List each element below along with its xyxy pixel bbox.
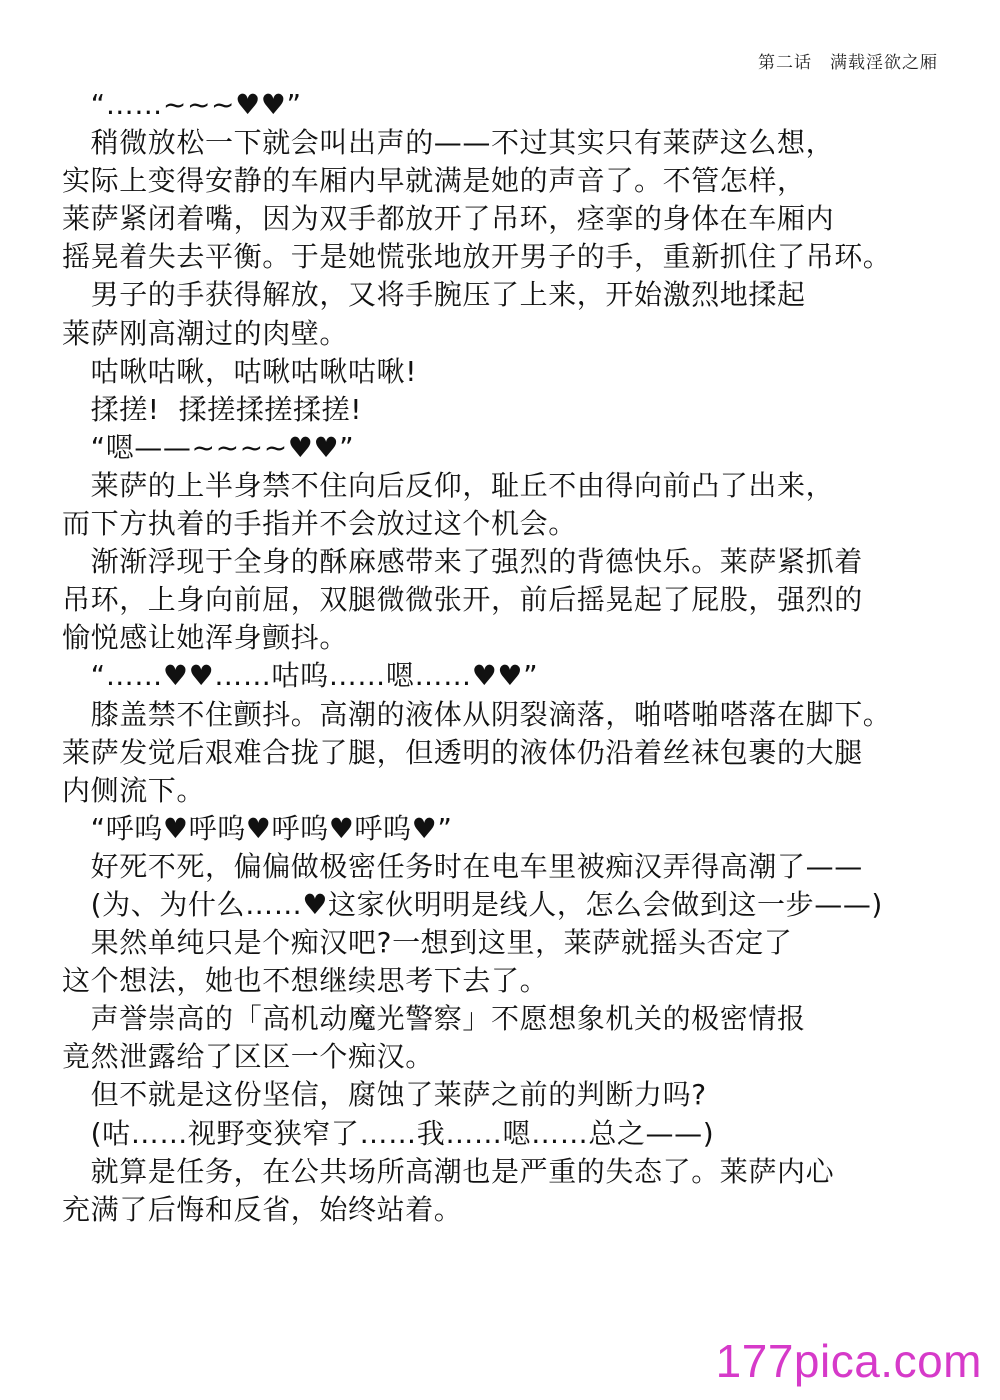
text-line: 竟然泄露给了区区一个痴汉。 bbox=[62, 1040, 434, 1074]
text-line: 揉搓! 揉搓揉搓揉搓! bbox=[62, 392, 363, 426]
text-line: “……♥♥……咕呜……嗯……♥♥” bbox=[62, 659, 539, 693]
text-line: 莱萨紧闭着嘴，因为双手都放开了吊环，痉挛的身体在车厢内 bbox=[62, 202, 835, 236]
text-line: “……~~~♥♥” bbox=[62, 88, 302, 121]
text-line: 膝盖禁不住颤抖。高潮的液体从阴裂滴落，啪嗒啪嗒落在脚下。 bbox=[62, 697, 892, 731]
text-line: (为、为什么……♥这家伙明明是线人，怎么会做到这一步——) bbox=[62, 887, 883, 921]
text-line: “嗯——~~~~♥♥” bbox=[62, 430, 355, 464]
text-line: 这个想法，她也不想继续思考下去了。 bbox=[62, 964, 549, 998]
text-line: 但不就是这份坚信，腐蚀了莱萨之前的判断力吗? bbox=[62, 1078, 707, 1112]
text-line: 莱萨发觉后艰难合拢了腿，但透明的液体仍沿着丝袜包裹的大腿 bbox=[62, 735, 863, 769]
text-line: 而下方执着的手指并不会放过这个机会。 bbox=[62, 507, 577, 541]
chapter-header: 第二话 满载淫欲之厢 bbox=[758, 53, 938, 73]
text-line: (咕……视野变狭窄了……我……嗯……总之——) bbox=[62, 1116, 715, 1150]
text-line: 实际上变得安静的车厢内早就满是她的声音了。不管怎样， bbox=[62, 164, 806, 198]
site-watermark: 177pica.com bbox=[715, 1335, 982, 1387]
text-line: 声誉崇高的「高机动魔光警察」不愿想象机关的极密情报 bbox=[62, 1002, 806, 1036]
text-line: 好死不死，偏偏做极密任务时在电车里被痴汉弄得高潮了—— bbox=[62, 849, 863, 883]
text-line: 咕啾咕啾，咕啾咕啾咕啾! bbox=[62, 354, 418, 388]
text-line: 莱萨的上半身禁不住向后反仰，耻丘不由得向前凸了出来， bbox=[62, 468, 835, 502]
text-line: 摇晃着失去平衡。于是她慌张地放开男子的手，重新抓住了吊环。 bbox=[62, 240, 892, 274]
text-line: 愉悦感让她浑身颤抖。 bbox=[62, 621, 349, 655]
text-line: 稍微放松一下就会叫出声的——不过其实只有莱萨这么想， bbox=[62, 126, 835, 160]
novel-text-body bbox=[62, 86, 982, 1229]
text-line: 就算是任务，在公共场所高潮也是严重的失态了。莱萨内心 bbox=[62, 1154, 835, 1188]
text-line: 果然单纯只是个痴汉吧?一想到这里，莱萨就摇头否定了 bbox=[62, 926, 793, 960]
text-line: 渐渐浮现于全身的酥麻感带来了强烈的背德快乐。莱萨紧抓着 bbox=[62, 545, 863, 579]
text-line: 充满了后悔和反省，始终站着。 bbox=[62, 1192, 463, 1226]
text-line: “呼呜♥呼呜♥呼呜♥呼呜♥” bbox=[62, 811, 453, 845]
text-line: 内侧流下。 bbox=[62, 773, 206, 807]
text-line: 男子的手获得解放，又将手腕压了上来，开始激烈地揉起 bbox=[62, 278, 806, 312]
text-line: 吊环，上身向前屈，双腿微微张开，前后摇晃起了屁股，强烈的 bbox=[62, 583, 863, 617]
text-line: 莱萨刚高潮过的肉壁。 bbox=[62, 316, 349, 350]
